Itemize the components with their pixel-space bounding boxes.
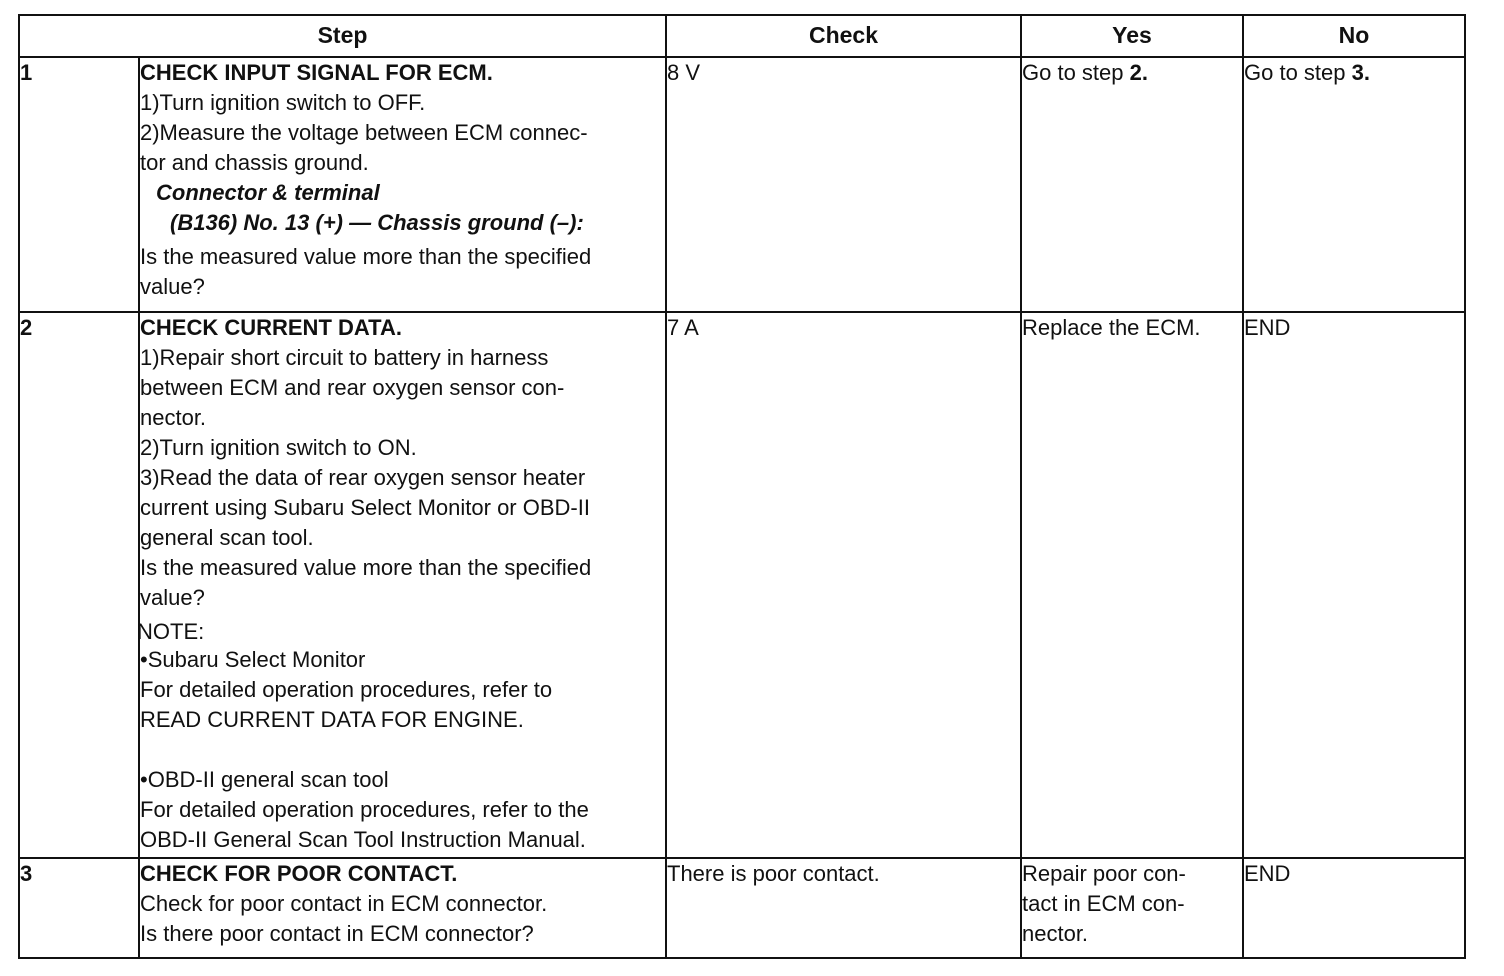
header-check: Check: [666, 15, 1021, 57]
step-number: 1: [19, 57, 139, 312]
yes-line: Repair poor con-: [1022, 861, 1186, 886]
note-line: •Subaru Select Monitor: [140, 647, 366, 672]
step-line: between ECM and rear oxygen sensor con-: [140, 375, 565, 400]
note-line: For detailed operation procedures, refer to: [140, 677, 553, 702]
step-title: CHECK CURRENT DATA.: [140, 315, 402, 340]
note-line: For detailed operation procedures, refer to the: [140, 797, 589, 822]
step-line: Is there poor contact in ECM connector?: [140, 921, 534, 946]
note-line: •OBD-II general scan tool: [140, 767, 389, 792]
table-row: [19, 57, 1465, 312]
step-line: value?: [140, 585, 205, 610]
note-heading: NOTE:: [137, 619, 205, 644]
step-line: Is the measured value more than the specified: [140, 555, 592, 580]
step-line: general scan tool.: [140, 525, 314, 550]
step-title: CHECK FOR POOR CONTACT.: [140, 861, 458, 886]
step-question: value?: [140, 274, 205, 299]
step-cell: [139, 858, 666, 958]
header-step: Step: [19, 15, 666, 57]
step-line: nector.: [140, 405, 207, 430]
yes-cell: [1021, 858, 1243, 958]
header-no: No: [1243, 15, 1465, 57]
yes-text: Go to step: [1022, 60, 1130, 85]
yes-line: tact in ECM con-: [1022, 891, 1185, 916]
step-title: CHECK INPUT SIGNAL FOR ECM.: [140, 60, 493, 85]
step-number: 2: [19, 312, 139, 858]
diagnostic-table: [18, 14, 1466, 959]
table-row: [19, 858, 1465, 958]
yes-step-ref: 2.: [1129, 60, 1148, 85]
step-line: 1)Turn ignition switch to OFF.: [140, 90, 426, 115]
note-spacer: [140, 735, 665, 765]
connector-terminal-heading: Connector & terminal: [156, 180, 380, 205]
no-cell: END: [1243, 858, 1465, 958]
yes-cell: [1021, 57, 1243, 312]
check-cell: 7 A: [666, 312, 1021, 858]
connector-terminal-value: (B136) No. 13 (+) — Chassis ground (–):: [170, 210, 584, 235]
step-line: 3)Read the data of rear oxygen sensor heater: [140, 465, 586, 490]
no-text: Go to step: [1244, 60, 1352, 85]
step-line: 2)Turn ignition switch to ON.: [140, 435, 417, 460]
no-step-ref: 3.: [1351, 60, 1370, 85]
step-question: Is the measured value more than the specified: [140, 244, 592, 269]
table-row: [19, 312, 1465, 858]
no-cell: END: [1243, 312, 1465, 858]
header-yes: Yes: [1021, 15, 1243, 57]
step-line: Check for poor contact in ECM connector.: [140, 891, 548, 916]
step-line: 2)Measure the voltage between ECM connec-: [140, 120, 588, 145]
step-cell: [139, 57, 666, 312]
yes-line: nector.: [1022, 921, 1089, 946]
note-line: READ CURRENT DATA FOR ENGINE.: [140, 707, 524, 732]
check-cell: There is poor contact.: [666, 858, 1021, 958]
check-cell: 8 V: [666, 57, 1021, 312]
header-row: [19, 15, 1465, 57]
step-line: 1)Repair short circuit to battery in harness: [140, 345, 549, 370]
yes-cell: Replace the ECM.: [1021, 312, 1243, 858]
step-number: 3: [19, 858, 139, 958]
step-line: current using Subaru Select Monitor or OBD-II: [140, 495, 590, 520]
step-cell: [139, 312, 666, 858]
step-line: tor and chassis ground.: [140, 150, 369, 175]
note-line: OBD-II General Scan Tool Instruction Manual.: [140, 827, 586, 852]
no-cell: [1243, 57, 1465, 312]
